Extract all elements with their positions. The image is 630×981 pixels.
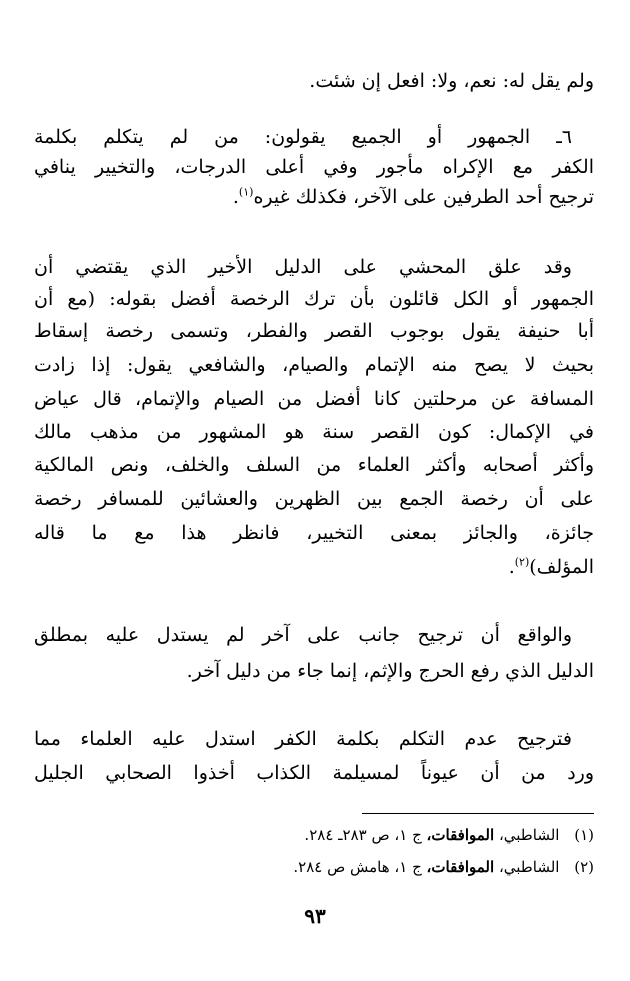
text-line-content: المؤلف) — [529, 556, 594, 578]
footnote-number: (١) — [574, 826, 594, 844]
text-line: جائزة، والجائز بمعنى التخيير، فانظر هذا مع ما قاله — [34, 522, 594, 544]
text-line: بحيث لا يصح منه الإتمام والصيام، والشافعي يقول: إذا زادت — [34, 354, 594, 376]
footnote-number: (٢) — [574, 858, 594, 876]
text-line: على أن رخصة الجمع بين الظهرين والعشائين للمسافر رخصة — [34, 488, 594, 510]
footnote-author: الشاطبي، — [498, 858, 560, 876]
text-line: المسافة عن مرحلتين كانا أفضل من الصيام والإتمام، قال عياض — [34, 388, 594, 410]
footnote-divider — [362, 813, 594, 814]
text-line: أبا حنيفة يقول بوجوب القصر والفطر، وتسمى رخصة إسقاط — [34, 320, 594, 342]
footnote-author: الشاطبي، — [498, 826, 560, 844]
text-line: الكفر مع الإكراه مأجور وفي أعلى الدرجات، والتخيير ينافي — [34, 156, 594, 178]
text-line: الجمهور أو الكل قائلون بأن ترك الرخصة أفضل بقوله: (مع أن — [34, 288, 594, 310]
text-line: المؤلف)$^{(٢)}$. — [508, 555, 594, 578]
text-line: ورد من أن عيوناً لمسيلمة الكذاب أخذوا الصحابي الجليل — [34, 762, 594, 784]
text-line: وقد علق المحشي على الدليل الأخير الذي يقتضي أن — [34, 256, 572, 278]
text-line: ترجيح أحد الطرفين على الآخر، فكذلك غيره$^{(١)}$. — [232, 185, 594, 208]
footnote-item — [34, 824, 594, 846]
footnote-reference: (٢) — [514, 555, 530, 569]
footnote-title: الموافقات، — [426, 826, 495, 844]
page-number: ٩٣ — [304, 904, 326, 928]
footnote-citation: ج ١، هامش ص ٢٨٤. — [293, 858, 422, 876]
footnote-title: الموافقات، — [426, 858, 495, 876]
text-line: والواقع أن ترجيح جانب على آخر لم يستدل عليه بمطلق — [34, 624, 572, 646]
text-line: ولم يقل له: نعم، ولا: افعل إن شئت. — [309, 70, 594, 92]
text-line: وأكثر أصحابه وأكثر العلماء من السلف والخلف، ونص المالكية — [34, 454, 594, 476]
text-line: الدليل الذي رفع الحرج والإثم، إنما جاء من دليل آخر. — [186, 660, 594, 682]
footnote-item — [34, 856, 594, 878]
footnote-citation: ج ١، ص ٢٨٣ـ ٢٨٤. — [304, 826, 422, 844]
footnote-reference: (١) — [238, 185, 254, 199]
text-line: في الإكمال: كون القصر سنة هو المشهور من مذهب مالك — [34, 421, 594, 443]
text-line-content: ترجيح أحد الطرفين على الآخر، فكذلك غيره — [253, 186, 594, 208]
text-line: ٦ـ الجمهور أو الجميع يقولون: من لم يتكلم بكلمة — [34, 126, 572, 148]
text-line: فترجيح عدم التكلم بكلمة الكفر استدل عليه العلماء مما — [34, 728, 572, 750]
